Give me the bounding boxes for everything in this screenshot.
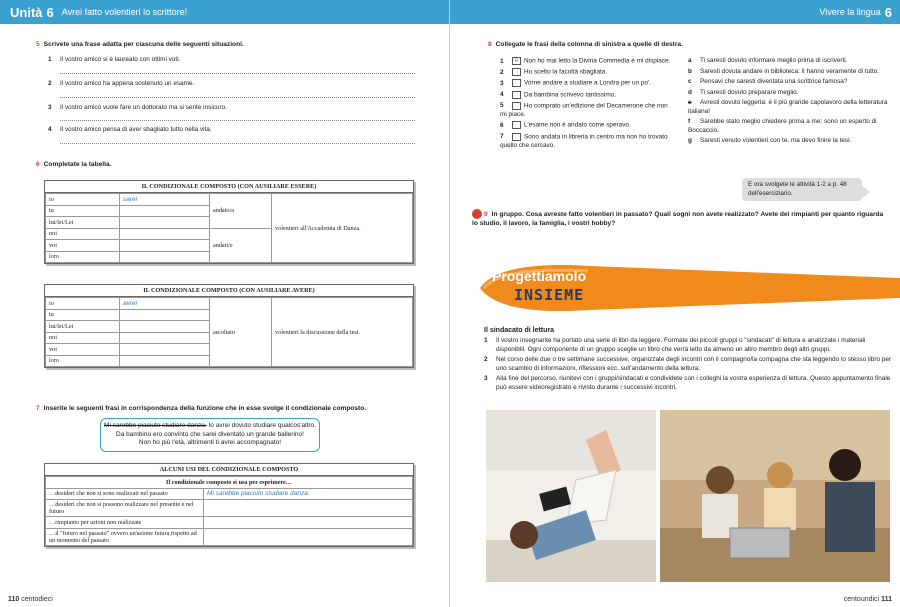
use-cell: …desideri che non si possono realizzare nel presente e nel futuro: [46, 500, 204, 517]
ex8-right-item: d Ti saresti dovuto preparare meglio.: [688, 88, 799, 96]
conditional-table-avere: [44, 284, 414, 368]
right-header: [450, 0, 900, 24]
ex8-right-item: a Ti saresti dovuto informare meglio prima di iscriverti.: [688, 57, 848, 64]
ex8-left-item: 4 Da bambina scrivevo tantissimo.: [500, 91, 616, 99]
ex8-right-item: b Saresti dovuta andare in biblioteca: lì hanno veramente di tutto.: [688, 67, 880, 75]
blank-cell[interactable]: [120, 205, 210, 217]
table-title: ALCUNI USI DEL CONDIZIONALE COMPOSTO: [45, 464, 413, 476]
blank-cell[interactable]: [204, 528, 413, 545]
project-section: [484, 327, 892, 394]
section-title: Vivere la lingua: [819, 7, 881, 17]
exercise-6-prompt: 6 Completate la tabella.: [36, 161, 112, 168]
answer-box[interactable]: [512, 91, 521, 99]
table-subtitle: Il condizionale composto si usa per esprimere…: [46, 477, 413, 489]
ex8-right-column: [688, 57, 888, 148]
conditional-table-essere: [44, 180, 414, 264]
exercise-5-prompt: 5 Scrivete una frase adatta per ciascuna delle seguenti situazioni.: [36, 41, 244, 48]
unit-title: Avrei fatto volentieri lo scrittore!: [61, 7, 188, 17]
pronoun-cell: lui/lei/Lei: [46, 321, 120, 333]
pronoun-cell: noi: [46, 332, 120, 344]
ex8-right-item: g Saresti venuto volentieri con te, ma devo finire la tesi.: [688, 137, 852, 144]
ex8-left-item: 2 Ho scelto la facoltà sbagliata.: [500, 68, 608, 76]
progettiamolo-insieme-banner: [470, 258, 900, 322]
left-header: [0, 0, 449, 24]
ex8-left-column: [500, 57, 675, 152]
blank-cell[interactable]: [120, 309, 210, 321]
answer-box[interactable]: [512, 79, 521, 87]
banner-line1: Progettiamolo: [492, 268, 587, 284]
pronoun-cell: tu: [46, 205, 120, 217]
phrase: Da bambino ero convinto che sarei diventato un grande ballerino!: [116, 430, 304, 438]
workbook-reference-bubble: E ora svolgete le attività 1-2 a p. 48 dell'eserciziario.: [742, 178, 862, 201]
phrase-box: [100, 418, 320, 452]
blank-cell[interactable]: [120, 251, 210, 263]
exercise-8-prompt: 8 Collegate le frasi della colonna di sinistra a quelle di destra.: [488, 41, 683, 48]
filled-answer: avrei: [123, 299, 138, 307]
answer-box[interactable]: [512, 133, 521, 141]
pronoun-cell: lui/lei/Lei: [46, 217, 120, 229]
left-footer: 110 centodieci: [8, 596, 53, 603]
table-title: IL CONDIZIONALE COMPOSTO (CON AUSILIARE ESSERE): [45, 181, 413, 193]
filled-answer: sarei: [123, 195, 138, 203]
ex8-left-item: 7 Sono andata in libreria in centro ma non ho trovato quello che cercavo.: [500, 133, 668, 149]
blank-cell[interactable]: [204, 517, 413, 529]
ex8-left-item: 6 L'esame non è andato come speravo.: [500, 122, 631, 130]
participle-cell: andati/e: [210, 228, 272, 263]
answer-box[interactable]: [512, 102, 521, 110]
complement-cell: volentieri la discussione della tesi.: [272, 298, 413, 367]
phrase: Io avrei dovuto studiare qualcos'altro.: [208, 422, 316, 429]
project-item: 1 Il vostro insegnante ha portato una serie di libri da leggere. Formate dei piccoli gruppi o "sindacati" di lettura e analizzate i materiali disponibili. Ogni componente di un gruppo sceglie un libro che verrà letto da almeno un altro membro degli altri gruppi.: [484, 337, 866, 353]
right-footer: centoundici 111: [843, 596, 892, 603]
unit-label: Unità: [10, 4, 43, 20]
ex5-item: 2 Il vostro amico ha appena sostenuto un esame.: [48, 80, 195, 87]
pronoun-cell: loro: [46, 355, 120, 367]
blank-cell[interactable]: [120, 344, 210, 356]
ex5-item: 3 Il vostro amico vuole fare un dottorato ma si sente insicuro.: [48, 104, 227, 111]
answer-line[interactable]: [60, 143, 415, 144]
use-cell: …il "futuro nel passato" ovvero un'azione futura rispetto ad un momento del passato: [46, 528, 204, 545]
photo-girl-with-tablet: [486, 410, 656, 582]
uses-table: [44, 463, 414, 547]
used-phrase: Mi sarebbe piaciuto studiare danza.: [104, 422, 207, 429]
answer-box[interactable]: [512, 121, 521, 129]
pronoun-cell: io: [46, 194, 120, 206]
answer-line[interactable]: [60, 120, 415, 121]
blank-cell[interactable]: [120, 321, 210, 333]
filled-answer: Mi sarebbe piaciuto studiare danza.: [207, 490, 310, 498]
project-item: 2 Nel corso delle due o tre settimane successive, organizzate degli incontri con il compagno/la compagna che sta leggendo lo stesso libro per uno scambio di informazioni, riflessioni ecc. sull'andamento della lettura.: [484, 356, 892, 372]
pronoun-cell: voi: [46, 344, 120, 356]
use-cell: …desideri che non si sono realizzati nel passato: [46, 488, 204, 500]
blank-cell[interactable]: [120, 332, 210, 344]
participle-cell: andato/a: [210, 194, 272, 229]
blank-cell[interactable]: [120, 228, 210, 240]
ex5-item: 1 Il vostro amico si è laureato con ottimi voti.: [48, 56, 181, 63]
photo-students-laptops: [660, 410, 890, 582]
pronoun-cell: tu: [46, 309, 120, 321]
answer-line[interactable]: [60, 73, 415, 74]
project-item: 3 Alla fine del percorso, riunitevi con i gruppi/sindacati e condividete con i colleghi la vostra esperienza di lettura. Questo appuntamento finale può essere videoregistrato e rivisto durante i successivi incontri.: [484, 375, 891, 391]
pronoun-cell: noi: [46, 228, 120, 240]
ex8-right-item: f Sarebbe stato meglio chiedere prima a me: sono un esperto di Boccaccio.: [688, 118, 877, 134]
ex8-left-item: 3 Vorrei andare a studiare a Londra per un po'.: [500, 80, 651, 88]
exercise-7-prompt: 7 Inserite le seguenti frasi in corrispondenza della funzione che in esse svolge il condizionale composto.: [36, 405, 367, 412]
pronoun-cell: io: [46, 298, 120, 310]
section-number: 6: [884, 4, 892, 20]
ex8-right-item: c Pensavi che saresti diventata una scrittrice famosa?: [688, 78, 848, 85]
ex8-left-item: 5 Ho comprato un'edizione del Decamerone che non mi piace.: [500, 102, 668, 118]
answer-box[interactable]: e: [512, 57, 521, 65]
blank-cell[interactable]: [120, 355, 210, 367]
use-cell: …rimpianto per azioni non realizzate: [46, 517, 204, 529]
table-title: IL CONDIZIONALE COMPOSTO (CON AUSILIARE AVERE): [45, 285, 413, 297]
project-title: Il sindacato di lettura: [484, 327, 555, 334]
unit-number: 6: [46, 4, 54, 20]
participle-cell: ascoltato: [210, 298, 272, 367]
exercise-9-prompt: 9 In gruppo. Cosa avreste fatto volentieri in passato? Quali sogni non avete realizzato? Avete dei rimpianti per quanto riguarda lo studio, il lavoro, la famiglia, i vostri hobby?: [472, 210, 884, 227]
blank-cell[interactable]: [120, 240, 210, 252]
group-icon: [472, 209, 482, 219]
ex8-right-item: e Avresti dovuto leggerla: è il più grande capolavoro della letteratura italiana!: [688, 99, 888, 115]
banner-line2: INSIEME: [514, 286, 585, 304]
complement-cell: volentieri all'Accademia di Danza.: [272, 194, 413, 263]
blank-cell[interactable]: [204, 500, 413, 517]
answer-box[interactable]: [512, 68, 521, 76]
ex5-item: 4 Il vostro amico pensa di aver sbagliato tutto nella vita.: [48, 126, 212, 133]
pronoun-cell: voi: [46, 240, 120, 252]
blank-cell[interactable]: [120, 217, 210, 229]
pronoun-cell: loro: [46, 251, 120, 263]
ex8-left-item: 1 e Non ho mai letto la Divina Commedia e mi dispiace.: [500, 57, 671, 65]
answer-line[interactable]: [60, 97, 415, 98]
phrase: Non ho più l'età, altrimenti ti avrei accompagnato!: [138, 439, 282, 446]
